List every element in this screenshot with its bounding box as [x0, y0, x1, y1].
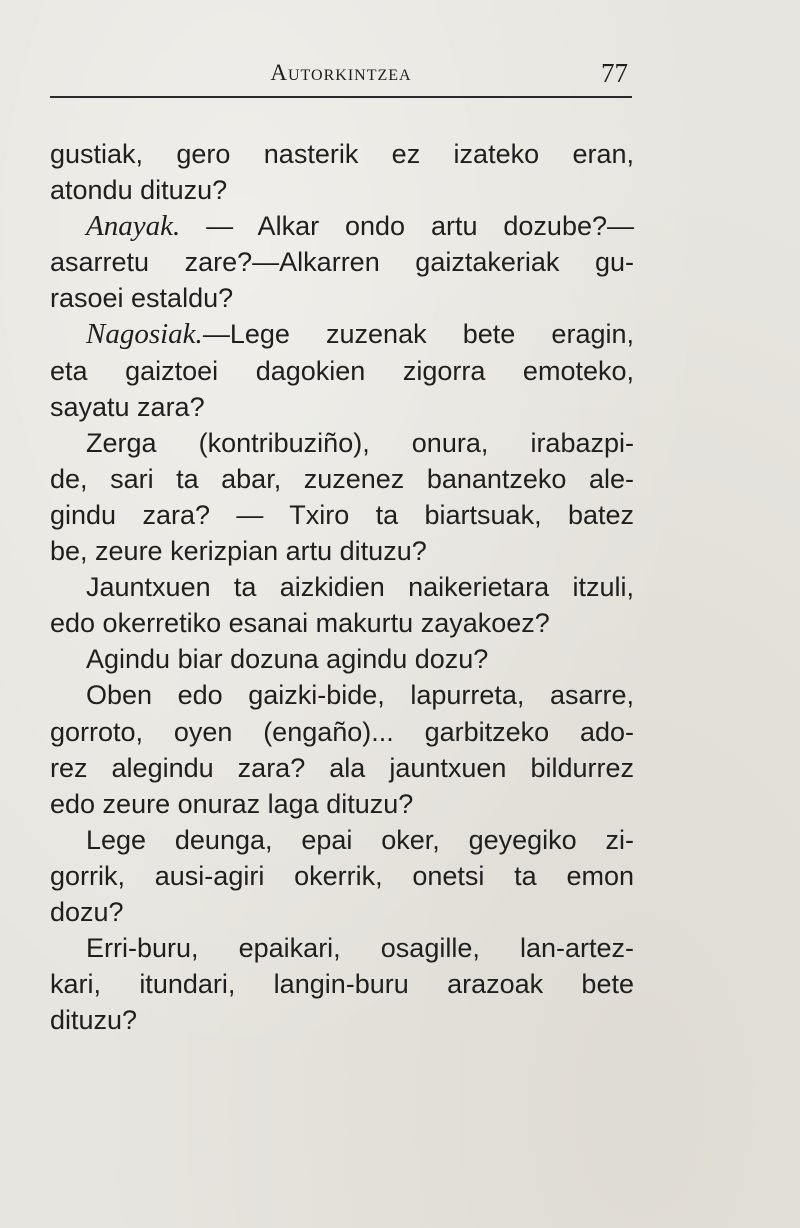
- text-line: de, sari ta abar, zuzenez banantzeko ale-: [50, 463, 634, 494]
- text-line: Anayak. — Alkar ondo artu dozube?—: [86, 210, 634, 243]
- text-line: be, zeure kerizpian artu dituzu?: [50, 536, 427, 567]
- text-line: Erri-buru, epaikari, osagille, lan-artez-: [86, 933, 634, 964]
- body-text: [50, 136, 634, 1038]
- text-line: kari, itundari, langin-buru arazoak bete: [50, 969, 634, 1000]
- text-line: Zerga (kontribuziño), onura, irabazpi-: [86, 427, 634, 458]
- text-line: atondu dituzu?: [50, 175, 228, 206]
- page-number: 77: [601, 58, 628, 88]
- text-line: Oben edo gaizki-bide, lapurreta, asarre,: [86, 680, 634, 711]
- text-line: dozu?: [50, 896, 124, 927]
- text-line: Agindu biar dozuna agindu dozu?: [86, 644, 489, 675]
- text-line: gorrik, ausi-agiri okerrik, onetsi ta emon: [50, 860, 634, 891]
- text-line: sayatu zara?: [50, 391, 205, 422]
- speaker-label: Anayak.: [86, 210, 181, 243]
- text-line: gustiak, gero nasterik ez izateko eran,: [50, 139, 634, 169]
- text-line: Nagosiak.—Lege zuzenak bete eragin,: [86, 318, 634, 351]
- text-line: gindu zara? — Txiro ta biartsuak, batez: [50, 499, 634, 530]
- running-header: [50, 58, 632, 98]
- text-line: edo zeure onuraz laga dituzu?: [50, 788, 414, 819]
- text-line: eta gaiztoei dagokien zigorra emoteko,: [50, 355, 634, 386]
- text-line: Jauntxuen ta aizkidien naikerietara itzuli,: [86, 572, 634, 603]
- text-line: gorroto, oyen (engaño)... garbitzeko ado-: [50, 716, 634, 747]
- text-line: rasoei estaldu?: [50, 283, 234, 314]
- text-line: rez alegindu zara? ala jauntxuen bildurrez: [50, 752, 634, 783]
- speaker-label: Nagosiak.: [86, 318, 203, 351]
- text-line: Lege deunga, epai oker, geyegiko zi-: [86, 824, 634, 855]
- text-line: dituzu?: [50, 1005, 138, 1036]
- text-line: asarretu zare?—Alkarren gaiztakeriak gu-: [50, 247, 634, 278]
- text-line: edo okerretiko esanai makurtu zayakoez?: [50, 608, 550, 639]
- running-title: Autorkintzea: [270, 60, 412, 85]
